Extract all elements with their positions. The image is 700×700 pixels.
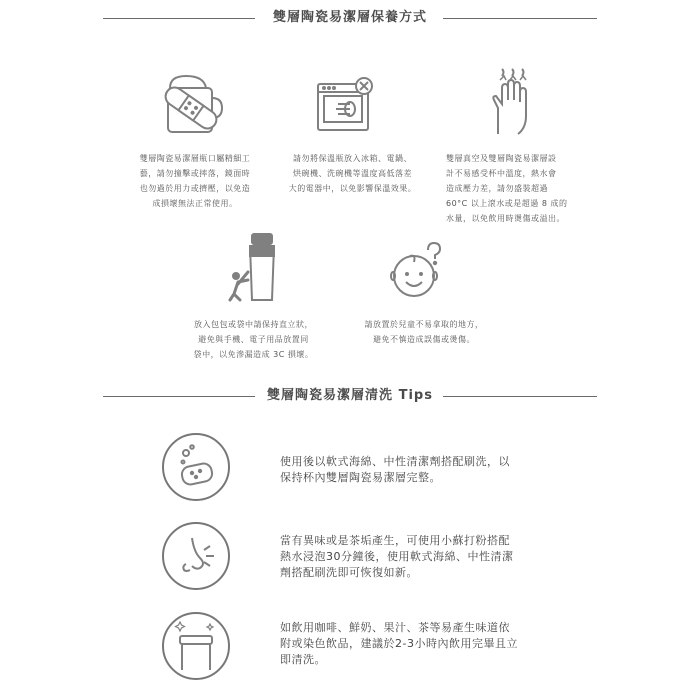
tip-line: 劑搭配刷洗即可恢復如新。 — [280, 566, 418, 579]
care-line: 請放置於兒童不易拿取的地方， — [364, 320, 484, 329]
sparkle-cup-icon — [162, 612, 230, 680]
microwave-no-icon — [312, 74, 378, 136]
tip-text-3 — [280, 620, 580, 668]
tips-section-heading — [0, 385, 700, 409]
care-line: 避免不慎造成誤傷或燙傷。 — [373, 335, 475, 344]
care-line: 計不易感受杯中溫度，熱水會 — [446, 169, 557, 178]
care-line: 放入包包或袋中請保持直立狀， — [194, 320, 313, 329]
nose-smell-icon — [162, 522, 230, 590]
care-line: 水量，以免飲用時燙傷或溢出。 — [446, 214, 565, 223]
baby-face-icon — [388, 240, 444, 300]
tip-text-2 — [280, 533, 580, 581]
care-line: 藝，請勿撞擊或摔落，鏡面時 — [139, 169, 251, 178]
care-section-title: 雙層陶瓷易潔層保養方式 — [272, 10, 427, 25]
care-section-heading — [0, 7, 700, 31]
heading-rule-right — [443, 396, 597, 397]
care-line: 雙層真空及雙層陶瓷易潔層設 — [446, 154, 557, 163]
heading-rule-right — [443, 18, 597, 19]
care-line: 避免與手機、電子用品放置同 — [198, 335, 309, 344]
care-text-3 — [446, 151, 576, 226]
tip-line: 即清洗。 — [280, 653, 326, 666]
care-line: 請勿將保溫瓶放入冰箱、電鍋、 — [293, 154, 412, 163]
care-text-2 — [280, 151, 425, 196]
tip-line: 如飲用咖啡、鮮奶、果汁、茶等易產生味道依 — [280, 621, 510, 634]
care-text-5 — [355, 317, 493, 347]
sponge-bubbles-icon — [162, 433, 230, 501]
care-line: 雙層陶瓷易潔層瓶口屬精細工 — [139, 154, 251, 163]
care-line: 60°C 以上滾水或是超過 8 成的 — [446, 199, 568, 208]
care-line: 成損壞無法正常使用。 — [152, 199, 238, 208]
tips-section-title: 雙層陶瓷易潔層清洗 Tips — [267, 388, 433, 403]
care-text-1 — [130, 151, 260, 211]
care-line: 也勿過於用力或擠壓，以免造 — [139, 184, 251, 193]
tip-line: 使用後以軟式海綿、中性清潔劑搭配刷洗，以 — [280, 455, 510, 468]
care-line: 袋中，以免滲漏造成 3C 損壞。 — [193, 350, 314, 359]
care-line: 大的電器中，以免影響保溫效果。 — [288, 184, 417, 193]
bottle-carry-icon — [228, 232, 290, 304]
hot-hand-icon — [488, 68, 538, 138]
tip-line: 熱水浸泡30分鐘後，使用軟式海綿、中性清潔 — [280, 550, 514, 563]
tip-line: 當有異味或是茶垢產生，可使用小蘇打粉搭配 — [280, 534, 510, 547]
bandage-cup-icon — [156, 70, 226, 140]
tip-line: 附或染色飲品，建議於2-3小時內飲用完畢且立 — [280, 637, 518, 650]
care-line: 烘碗機、洗碗機等溫度高低落差 — [293, 169, 412, 178]
tip-text-1 — [280, 454, 580, 486]
tip-line: 保持杯內雙層陶瓷易潔層完整。 — [280, 471, 441, 484]
care-text-4 — [186, 317, 321, 362]
care-line: 造成壓力差，請勿盛裝超過 — [446, 184, 548, 193]
